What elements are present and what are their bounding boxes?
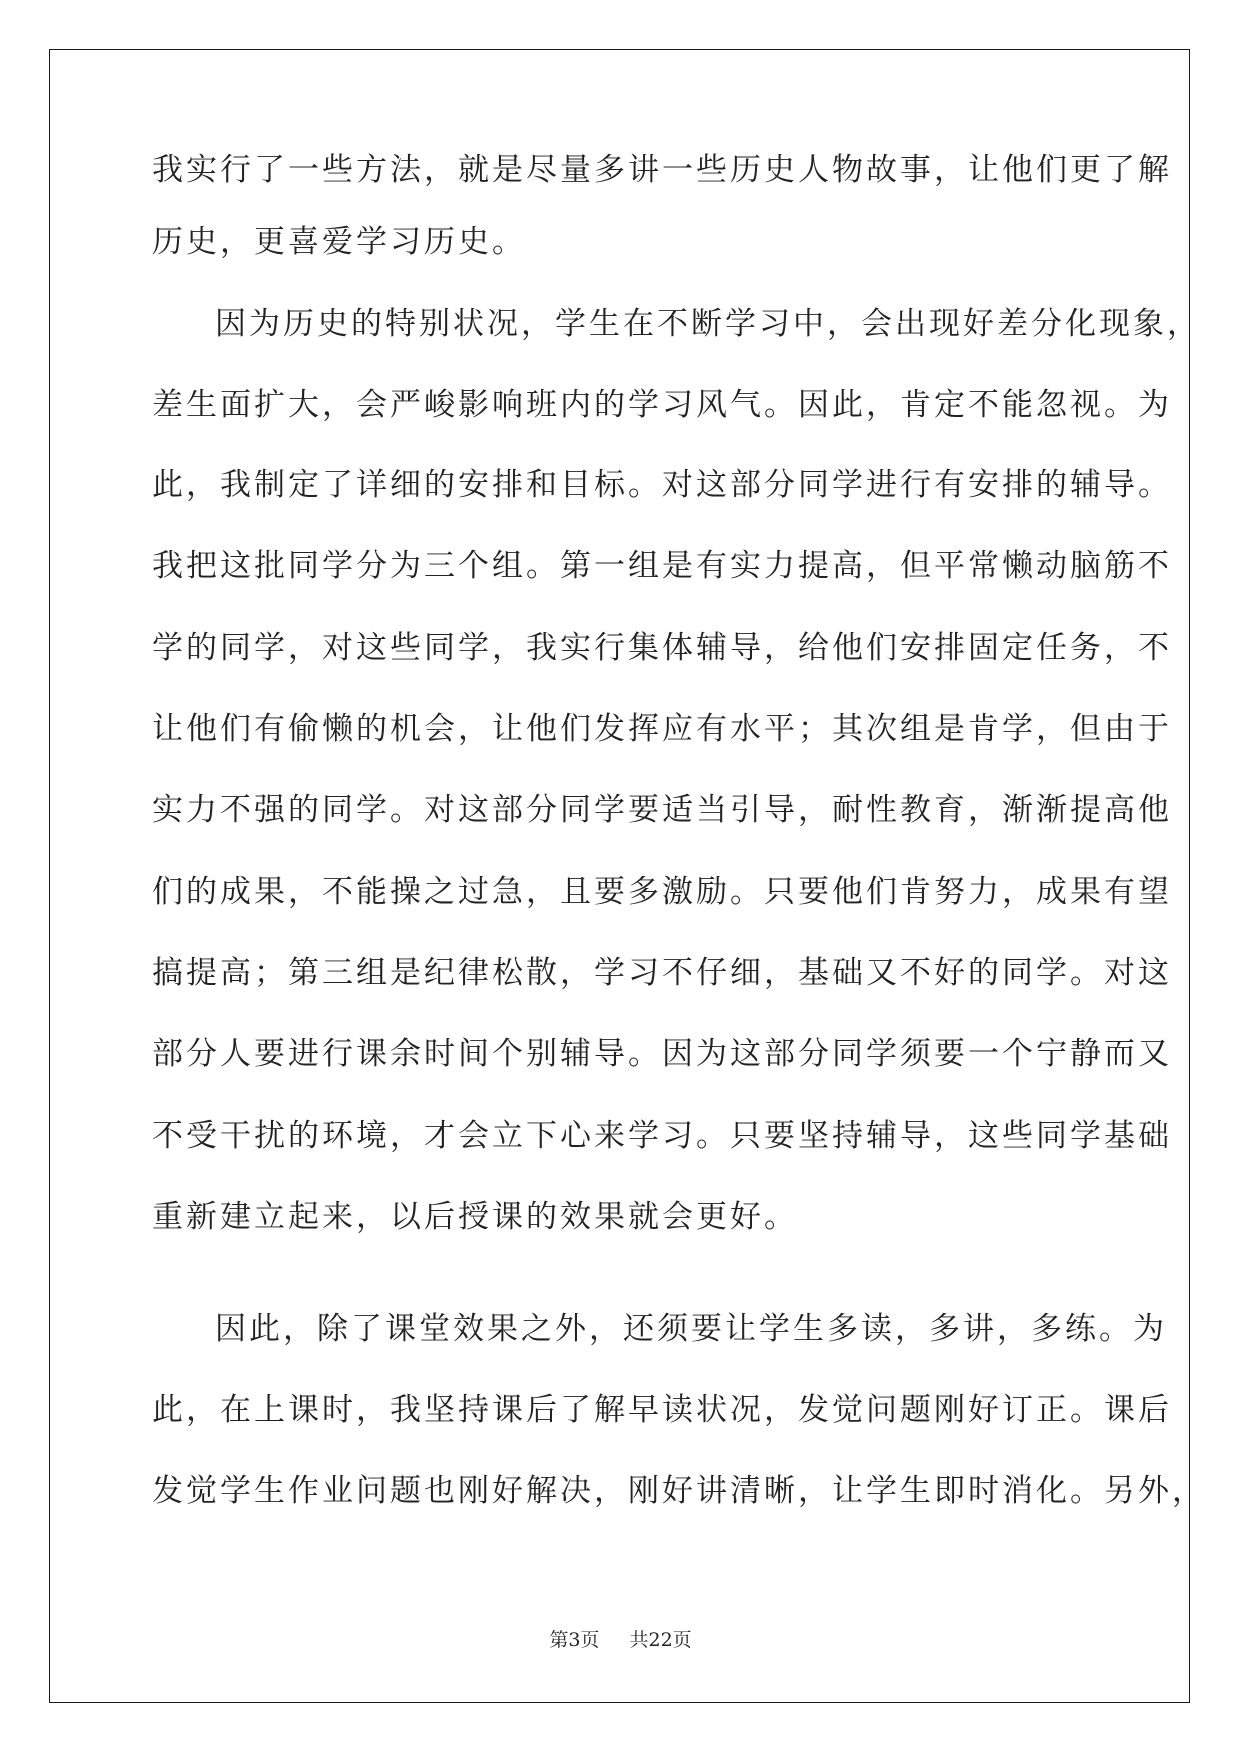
text-line: 差生面扩大，会严峻影响班内的学习风气。因此，肯定不能忽视。为	[152, 387, 1172, 423]
text-line: 不受干扰的环境，才会立下心来学习。只要坚持辅导，这些同学基础	[152, 1118, 1172, 1154]
text-line: 搞提高；第三组是纪律松散，学习不仔细，基础又不好的同学。对这	[152, 955, 1172, 991]
text-line: 让他们有偷懒的机会，让他们发挥应有水平；其次组是肯学，但由于	[152, 711, 1172, 747]
text-line: 此，我制定了详细的安排和目标。对这部分同学进行有安排的辅导。	[152, 467, 1172, 503]
paragraph-first-line: 因为历史的特别状况，学生在不断学习中，会出现好差分化现象，	[215, 306, 1201, 342]
text-line: 我把这批同学分为三个组。第一组是有实力提高，但平常懒动脑筋不	[152, 548, 1172, 584]
text-line: 发觉学生作业问题也刚好解决，刚好讲清晰，让学生即时消化。另外，	[152, 1473, 1206, 1509]
paragraph-first-line: 因此，除了课堂效果之外，还须要让学生多读，多讲，多练。为	[215, 1311, 1167, 1347]
page-number: 第3页	[549, 1629, 600, 1651]
text-line: 重新建立起来，以后授课的效果就会更好。	[152, 1199, 798, 1235]
page-footer	[0, 1628, 1241, 1652]
text-line: 我实行了一些方法，就是尽量多讲一些历史人物故事，让他们更了解	[152, 152, 1172, 188]
text-line: 部分人要进行课余时间个别辅导。因为这部分同学须要一个宁静而又	[152, 1036, 1172, 1072]
text-line: 实力不强的同学。对这部分同学要适当引导，耐性教育，渐渐提高他	[152, 792, 1172, 828]
text-line: 此，在上课时，我坚持课后了解早读状况，发觉问题刚好订正。课后	[152, 1392, 1172, 1428]
text-line: 历史，更喜爱学习历史。	[152, 224, 526, 260]
text-line: 学的同学，对这些同学，我实行集体辅导，给他们安排固定任务，不	[152, 630, 1172, 666]
page-total: 共22页	[629, 1629, 692, 1651]
text-line: 们的成果，不能操之过急，且要多激励。只要他们肯努力，成果有望	[152, 874, 1172, 910]
